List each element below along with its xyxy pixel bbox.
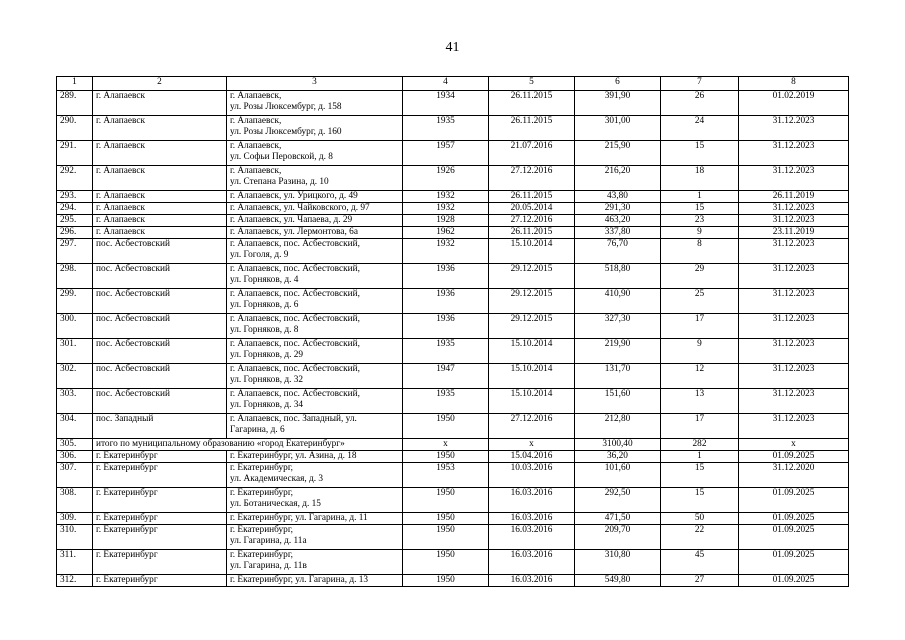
- header-row: [57, 77, 849, 91]
- settlement-cell: г. Екатеринбург: [93, 488, 227, 513]
- date-cell: 10.03.2016: [489, 463, 575, 488]
- area-cell: 101,60: [575, 463, 661, 488]
- address-cell: [227, 525, 403, 550]
- settlement-cell: пос. Асбестовский: [93, 364, 227, 389]
- deadline-cell: 31.12.2023: [739, 239, 849, 264]
- row-number: 290.: [57, 116, 93, 141]
- table-row: [57, 525, 849, 550]
- count-cell: 1: [661, 191, 739, 203]
- column-header: 5: [489, 77, 575, 91]
- area-cell: 216,20: [575, 166, 661, 191]
- table-row: [57, 227, 849, 239]
- date-cell: 15.10.2014: [489, 239, 575, 264]
- row-number: 294.: [57, 203, 93, 215]
- settlement-cell: г. Алапаевск: [93, 215, 227, 227]
- row-number: 297.: [57, 239, 93, 264]
- settlement-cell: пос. Асбестовский: [93, 289, 227, 314]
- count-cell: 22: [661, 525, 739, 550]
- settlement-cell: г. Екатеринбург: [93, 575, 227, 587]
- address-cell: [227, 513, 403, 525]
- year-cell: 1935: [403, 116, 489, 141]
- settlement-cell: г. Алапаевск: [93, 91, 227, 116]
- address-line-2: ул. Степана Разина, д. 10: [230, 177, 329, 187]
- address-line-2: ул. Розы Люксембург, д. 158: [230, 102, 342, 112]
- year-cell: 1950: [403, 525, 489, 550]
- deadline-cell: 01.09.2025: [739, 513, 849, 525]
- address-line-2: ул. Горняков, д. 32: [230, 375, 304, 385]
- address-line-2: ул. Розы Люксембург, д. 160: [230, 127, 342, 137]
- date-cell: 16.03.2016: [489, 550, 575, 575]
- area-cell: 209,70: [575, 525, 661, 550]
- year-cell: 1950: [403, 575, 489, 587]
- address-cell: [227, 575, 403, 587]
- address-line-1: г. Алапаевск,: [230, 91, 282, 101]
- year-cell: 1950: [403, 488, 489, 513]
- area-cell: 43,80: [575, 191, 661, 203]
- row-number: 308.: [57, 488, 93, 513]
- address-line-2: ул. Горняков, д. 8: [230, 325, 299, 335]
- address-cell: [227, 141, 403, 166]
- date-cell: 27.12.2016: [489, 414, 575, 439]
- date-cell: 29.12.2015: [489, 289, 575, 314]
- address-line-1: г. Алапаевск, ул. Урицкого, д. 49: [230, 191, 358, 201]
- date-cell: 15.10.2014: [489, 389, 575, 414]
- count-cell: 17: [661, 314, 739, 339]
- deadline-cell: 31.12.2023: [739, 289, 849, 314]
- date-cell: 15.04.2016: [489, 451, 575, 463]
- settlement-cell: г. Алапаевск: [93, 116, 227, 141]
- area-cell: 391,90: [575, 91, 661, 116]
- area-cell: 518,80: [575, 264, 661, 289]
- settlement-cell: пос. Асбестовский: [93, 314, 227, 339]
- settlement-cell: г. Алапаевск: [93, 166, 227, 191]
- area-cell: 76,70: [575, 239, 661, 264]
- deadline-cell: 26.11.2019: [739, 191, 849, 203]
- address-line-2: ул. Гагарина, д. 11а: [230, 536, 307, 546]
- count-cell: 15: [661, 203, 739, 215]
- row-number: 298.: [57, 264, 93, 289]
- date-cell: 15.10.2014: [489, 364, 575, 389]
- year-cell: 1935: [403, 389, 489, 414]
- count-cell: 8: [661, 239, 739, 264]
- deadline-cell: 31.12.2020: [739, 463, 849, 488]
- area-cell: 131,70: [575, 364, 661, 389]
- column-header: 4: [403, 77, 489, 91]
- row-number: 312.: [57, 575, 93, 587]
- address-cell: [227, 227, 403, 239]
- address-cell: [227, 91, 403, 116]
- area-cell: 292,50: [575, 488, 661, 513]
- table-row: [57, 91, 849, 116]
- table-row: [57, 488, 849, 513]
- deadline-cell: 31.12.2023: [739, 141, 849, 166]
- date-cell: 16.03.2016: [489, 513, 575, 525]
- area-cell: 471,50: [575, 513, 661, 525]
- address-line-2: Гагарина, д. 6: [230, 425, 285, 435]
- area-cell: 337,80: [575, 227, 661, 239]
- address-cell: [227, 314, 403, 339]
- address-cell: [227, 191, 403, 203]
- count-cell: 13: [661, 389, 739, 414]
- count-cell: 12: [661, 364, 739, 389]
- row-number: 311.: [57, 550, 93, 575]
- deadline-cell: 31.12.2023: [739, 389, 849, 414]
- address-line-1: г. Алапаевск,: [230, 141, 282, 151]
- row-number: 306.: [57, 451, 93, 463]
- date-cell: 26.11.2015: [489, 227, 575, 239]
- year-cell: 1950: [403, 414, 489, 439]
- address-line-1: г. Екатеринбург,: [230, 550, 293, 560]
- count-cell: 29: [661, 264, 739, 289]
- year-cell: 1932: [403, 239, 489, 264]
- settlement-cell: пос. Асбестовский: [93, 389, 227, 414]
- deadline-cell: 31.12.2023: [739, 116, 849, 141]
- row-number: 309.: [57, 513, 93, 525]
- address-cell: [227, 550, 403, 575]
- table-row: [57, 264, 849, 289]
- deadline-cell: 31.12.2023: [739, 166, 849, 191]
- date-cell: 29.12.2015: [489, 264, 575, 289]
- area-cell: 151,60: [575, 389, 661, 414]
- page-number: 41: [445, 40, 460, 55]
- area-cell: 310,80: [575, 550, 661, 575]
- count-cell: 50: [661, 513, 739, 525]
- table-row: [57, 141, 849, 166]
- year-cell: 1926: [403, 166, 489, 191]
- row-number: 302.: [57, 364, 93, 389]
- address-line-1: г. Алапаевск, ул. Чапаева, д. 29: [230, 215, 353, 225]
- settlement-cell: г. Алапаевск: [93, 203, 227, 215]
- row-number: 289.: [57, 91, 93, 116]
- date-cell: x: [489, 439, 575, 451]
- count-cell: 9: [661, 227, 739, 239]
- year-cell: 1950: [403, 451, 489, 463]
- table-row: [57, 463, 849, 488]
- row-number: 296.: [57, 227, 93, 239]
- row-number: 295.: [57, 215, 93, 227]
- table-row: [57, 364, 849, 389]
- count-cell: 15: [661, 141, 739, 166]
- deadline-cell: x: [739, 439, 849, 451]
- deadline-cell: 23.11.2019: [739, 227, 849, 239]
- date-cell: 27.12.2016: [489, 166, 575, 191]
- date-cell: 20.05.2014: [489, 203, 575, 215]
- address-line-2: ул. Академическая, д. 3: [230, 474, 324, 484]
- address-line-2: ул. Гагарина, д. 11в: [230, 561, 307, 571]
- year-cell: 1932: [403, 203, 489, 215]
- column-header: 7: [661, 77, 739, 91]
- area-cell: 463,20: [575, 215, 661, 227]
- address-line-1: г. Екатеринбург,: [230, 488, 293, 498]
- table-row: [57, 389, 849, 414]
- address-cell: [227, 463, 403, 488]
- year-cell: 1935: [403, 339, 489, 364]
- count-cell: 1: [661, 451, 739, 463]
- total-row: [57, 439, 849, 451]
- address-line-2: ул. Гоголя, д. 9: [230, 250, 289, 260]
- address-cell: [227, 364, 403, 389]
- address-line-1: г. Екатеринбург, ул. Гагарина, д. 11: [230, 513, 368, 523]
- settlement-cell: г. Екатеринбург: [93, 513, 227, 525]
- address-cell: [227, 203, 403, 215]
- settlement-cell: пос. Асбестовский: [93, 339, 227, 364]
- address-line-1: г. Екатеринбург,: [230, 463, 293, 473]
- column-header: 1: [57, 77, 93, 91]
- year-cell: 1934: [403, 91, 489, 116]
- deadline-cell: 01.09.2025: [739, 575, 849, 587]
- date-cell: 15.10.2014: [489, 339, 575, 364]
- address-line-1: г. Алапаевск, пос. Асбестовский,: [230, 389, 360, 399]
- area-cell: 291,30: [575, 203, 661, 215]
- deadline-cell: 01.09.2025: [739, 525, 849, 550]
- table-row: [57, 414, 849, 439]
- address-line-2: ул. Софьи Перовской, д. 8: [230, 152, 333, 162]
- area-cell: 327,30: [575, 314, 661, 339]
- table-row: [57, 191, 849, 203]
- settlement-cell: г. Екатеринбург: [93, 550, 227, 575]
- settlement-cell: г. Алапаевск: [93, 191, 227, 203]
- address-line-1: г. Алапаевск, пос. Асбестовский,: [230, 239, 360, 249]
- settlement-cell: пос. Асбестовский: [93, 239, 227, 264]
- count-cell: 9: [661, 339, 739, 364]
- settlement-cell: г. Екатеринбург: [93, 463, 227, 488]
- row-number: 300.: [57, 314, 93, 339]
- deadline-cell: 31.12.2023: [739, 339, 849, 364]
- year-cell: 1950: [403, 513, 489, 525]
- date-cell: 29.12.2015: [489, 314, 575, 339]
- area-cell: 212,80: [575, 414, 661, 439]
- year-cell: 1953: [403, 463, 489, 488]
- deadline-cell: 31.12.2023: [739, 264, 849, 289]
- count-cell: 23: [661, 215, 739, 227]
- date-cell: 26.11.2015: [489, 91, 575, 116]
- address-cell: [227, 264, 403, 289]
- column-header: 8: [739, 77, 849, 91]
- address-line-1: г. Алапаевск, пос. Западный, ул.: [230, 414, 357, 424]
- table-row: [57, 166, 849, 191]
- row-number: 304.: [57, 414, 93, 439]
- table-row: [57, 513, 849, 525]
- year-cell: 1932: [403, 191, 489, 203]
- address-line-1: г. Алапаевск, пос. Асбестовский,: [230, 264, 360, 274]
- table-row: [57, 550, 849, 575]
- address-line-1: г. Алапаевск,: [230, 166, 282, 176]
- table-body: [57, 91, 849, 587]
- deadline-cell: 01.02.2019: [739, 91, 849, 116]
- count-cell: 18: [661, 166, 739, 191]
- year-cell: 1928: [403, 215, 489, 227]
- count-cell: 282: [661, 439, 739, 451]
- table-row: [57, 575, 849, 587]
- settlement-cell: г. Екатеринбург: [93, 451, 227, 463]
- row-number: 301.: [57, 339, 93, 364]
- year-cell: 1936: [403, 314, 489, 339]
- date-cell: 26.11.2015: [489, 191, 575, 203]
- address-cell: [227, 414, 403, 439]
- area-cell: 410,90: [575, 289, 661, 314]
- address-line-2: ул. Ботаническая, д. 15: [230, 499, 321, 509]
- table-row: [57, 215, 849, 227]
- column-header: 6: [575, 77, 661, 91]
- address-cell: [227, 239, 403, 264]
- row-number: 299.: [57, 289, 93, 314]
- settlement-cell: г. Алапаевск: [93, 227, 227, 239]
- table-row: [57, 203, 849, 215]
- settlement-cell: пос. Западный: [93, 414, 227, 439]
- row-number: 310.: [57, 525, 93, 550]
- row-number: 307.: [57, 463, 93, 488]
- address-cell: [227, 289, 403, 314]
- column-header: 2: [93, 77, 227, 91]
- address-line-1: г. Екатеринбург,: [230, 525, 293, 535]
- row-number: 305.: [57, 439, 93, 451]
- table-row: [57, 314, 849, 339]
- area-cell: 549,80: [575, 575, 661, 587]
- area-cell: 3100,40: [575, 439, 661, 451]
- count-cell: 15: [661, 488, 739, 513]
- address-cell: [227, 451, 403, 463]
- year-cell: 1936: [403, 264, 489, 289]
- deadline-cell: 01.09.2025: [739, 488, 849, 513]
- address-line-1: г. Алапаевск,: [230, 116, 282, 126]
- address-line-1: г. Алапаевск, пос. Асбестовский,: [230, 314, 360, 324]
- date-cell: 27.12.2016: [489, 215, 575, 227]
- date-cell: 21.07.2016: [489, 141, 575, 166]
- count-cell: 25: [661, 289, 739, 314]
- settlement-cell: г. Алапаевск: [93, 141, 227, 166]
- row-number: 291.: [57, 141, 93, 166]
- row-number: 293.: [57, 191, 93, 203]
- date-cell: 26.11.2015: [489, 116, 575, 141]
- date-cell: 16.03.2016: [489, 488, 575, 513]
- deadline-cell: 31.12.2023: [739, 414, 849, 439]
- address-line-2: ул. Горняков, д. 29: [230, 350, 304, 360]
- count-cell: 17: [661, 414, 739, 439]
- count-cell: 45: [661, 550, 739, 575]
- year-cell: 1947: [403, 364, 489, 389]
- deadline-cell: 31.12.2023: [739, 215, 849, 227]
- total-label: итого по муниципальному образованию «город Екатеринбург»: [93, 439, 403, 451]
- settlement-cell: пос. Асбестовский: [93, 264, 227, 289]
- count-cell: 26: [661, 91, 739, 116]
- address-line-1: г. Алапаевск, пос. Асбестовский,: [230, 289, 360, 299]
- address-line-1: г. Алапаевск, пос. Асбестовский,: [230, 339, 360, 349]
- year-cell: 1957: [403, 141, 489, 166]
- count-cell: 15: [661, 463, 739, 488]
- address-line-1: г. Алапаевск, пос. Асбестовский,: [230, 364, 360, 374]
- date-cell: 16.03.2016: [489, 575, 575, 587]
- area-cell: 215,90: [575, 141, 661, 166]
- settlement-cell: г. Екатеринбург: [93, 525, 227, 550]
- area-cell: 219,90: [575, 339, 661, 364]
- address-cell: [227, 488, 403, 513]
- address-cell: [227, 339, 403, 364]
- date-cell: 16.03.2016: [489, 525, 575, 550]
- table-row: [57, 451, 849, 463]
- address-line-1: г. Алапаевск, ул. Лермонтова, 6а: [230, 227, 358, 237]
- table-row: [57, 116, 849, 141]
- year-cell: 1962: [403, 227, 489, 239]
- address-line-1: г. Екатеринбург, ул. Гагарина, д. 13: [230, 575, 369, 585]
- deadline-cell: 31.12.2023: [739, 314, 849, 339]
- deadline-cell: 31.12.2023: [739, 203, 849, 215]
- deadline-cell: 01.09.2025: [739, 451, 849, 463]
- row-number: 303.: [57, 389, 93, 414]
- address-line-2: ул. Горняков, д. 6: [230, 300, 299, 310]
- deadline-cell: 31.12.2023: [739, 364, 849, 389]
- address-line-1: г. Екатеринбург, ул. Азина, д. 18: [230, 451, 357, 461]
- housing-register-table: [56, 76, 849, 587]
- address-cell: [227, 215, 403, 227]
- address-line-2: ул. Горняков, д. 34: [230, 400, 304, 410]
- year-cell: 1950: [403, 550, 489, 575]
- address-line-2: ул. Горняков, д. 4: [230, 275, 299, 285]
- address-line-1: г. Алапаевск, ул. Чайковского, д. 97: [230, 203, 370, 213]
- address-cell: [227, 389, 403, 414]
- year-cell: 1936: [403, 289, 489, 314]
- table-row: [57, 339, 849, 364]
- address-cell: [227, 166, 403, 191]
- row-number: 292.: [57, 166, 93, 191]
- deadline-cell: 01.09.2025: [739, 550, 849, 575]
- count-cell: 27: [661, 575, 739, 587]
- area-cell: 36,20: [575, 451, 661, 463]
- count-cell: 24: [661, 116, 739, 141]
- column-header: 3: [227, 77, 403, 91]
- year-cell: x: [403, 439, 489, 451]
- table-row: [57, 289, 849, 314]
- area-cell: 301,00: [575, 116, 661, 141]
- table-row: [57, 239, 849, 264]
- address-cell: [227, 116, 403, 141]
